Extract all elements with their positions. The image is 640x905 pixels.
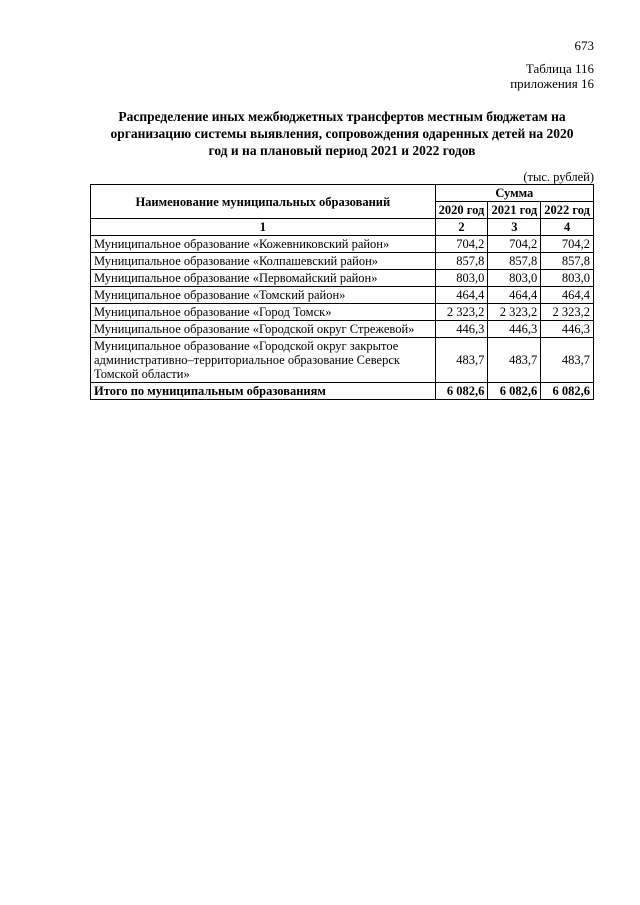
header-year-2020: 2020 год <box>435 202 488 219</box>
column-numbers-row <box>91 219 594 236</box>
row-value-2022: 803,0 <box>541 270 594 287</box>
column-number: 3 <box>488 219 541 236</box>
row-value-2022: 704,2 <box>541 236 594 253</box>
row-value-2021: 446,3 <box>488 321 541 338</box>
unit-label: (тыс. рублей) <box>523 170 594 184</box>
table-row <box>91 236 594 253</box>
row-value-2020: 857,8 <box>435 253 488 270</box>
row-name: Муниципальное образование «Городской округ закрытое административно–территориальное образование Северск Томской области» <box>91 338 436 383</box>
total-name: Итого по муниципальным образованиям <box>91 383 436 400</box>
total-value-2022: 6 082,6 <box>541 383 594 400</box>
total-value-2021: 6 082,6 <box>488 383 541 400</box>
row-name: Муниципальное образование «Городской округ Стрежевой» <box>91 321 436 338</box>
column-number: 4 <box>541 219 594 236</box>
table-row <box>91 253 594 270</box>
table-row <box>91 270 594 287</box>
row-value-2021: 704,2 <box>488 236 541 253</box>
title-line3: год и на плановый период 2021 и 2022 годов <box>208 143 476 158</box>
table-reference-line1: Таблица 116 <box>525 61 594 76</box>
row-value-2020: 464,4 <box>435 287 488 304</box>
header-year-2021: 2021 год <box>488 202 541 219</box>
row-value-2021: 857,8 <box>488 253 541 270</box>
header-year-2022: 2022 год <box>541 202 594 219</box>
row-value-2022: 446,3 <box>541 321 594 338</box>
row-value-2021: 2 323,2 <box>488 304 541 321</box>
row-value-2022: 2 323,2 <box>541 304 594 321</box>
row-value-2022: 483,7 <box>541 338 594 383</box>
table-row <box>91 321 594 338</box>
row-value-2021: 464,4 <box>488 287 541 304</box>
row-value-2020: 2 323,2 <box>435 304 488 321</box>
row-value-2022: 464,4 <box>541 287 594 304</box>
table-row <box>91 338 594 383</box>
row-name: Муниципальное образование «Томский район» <box>91 287 436 304</box>
title-line2: организацию системы выявления, сопровождения одаренных детей на 2020 <box>110 126 574 141</box>
total-value-2020: 6 082,6 <box>435 383 488 400</box>
table-row <box>91 287 594 304</box>
column-number: 2 <box>435 219 488 236</box>
title-line1: Распределение иных межбюджетных трансфертов местным бюджетам на <box>118 109 566 124</box>
row-name: Муниципальное образование «Город Томск» <box>91 304 436 321</box>
row-value-2022: 857,8 <box>541 253 594 270</box>
row-name: Муниципальное образование «Колпашевский район» <box>91 253 436 270</box>
document-title <box>92 108 592 159</box>
header-sum: Сумма <box>435 185 593 202</box>
transfer-table <box>90 184 594 400</box>
table-row <box>91 304 594 321</box>
row-value-2020: 483,7 <box>435 338 488 383</box>
column-number: 1 <box>91 219 436 236</box>
row-name: Муниципальное образование «Первомайский район» <box>91 270 436 287</box>
row-value-2020: 803,0 <box>435 270 488 287</box>
total-row <box>91 383 594 400</box>
table-reference <box>510 61 594 91</box>
header-name: Наименование муниципальных образований <box>91 185 436 219</box>
row-value-2020: 446,3 <box>435 321 488 338</box>
header-row <box>91 185 594 202</box>
table-reference-line2: приложения 16 <box>510 76 594 91</box>
page-number: 673 <box>574 38 594 53</box>
row-value-2021: 483,7 <box>488 338 541 383</box>
row-name: Муниципальное образование «Кожевниковский район» <box>91 236 436 253</box>
row-value-2021: 803,0 <box>488 270 541 287</box>
row-value-2020: 704,2 <box>435 236 488 253</box>
